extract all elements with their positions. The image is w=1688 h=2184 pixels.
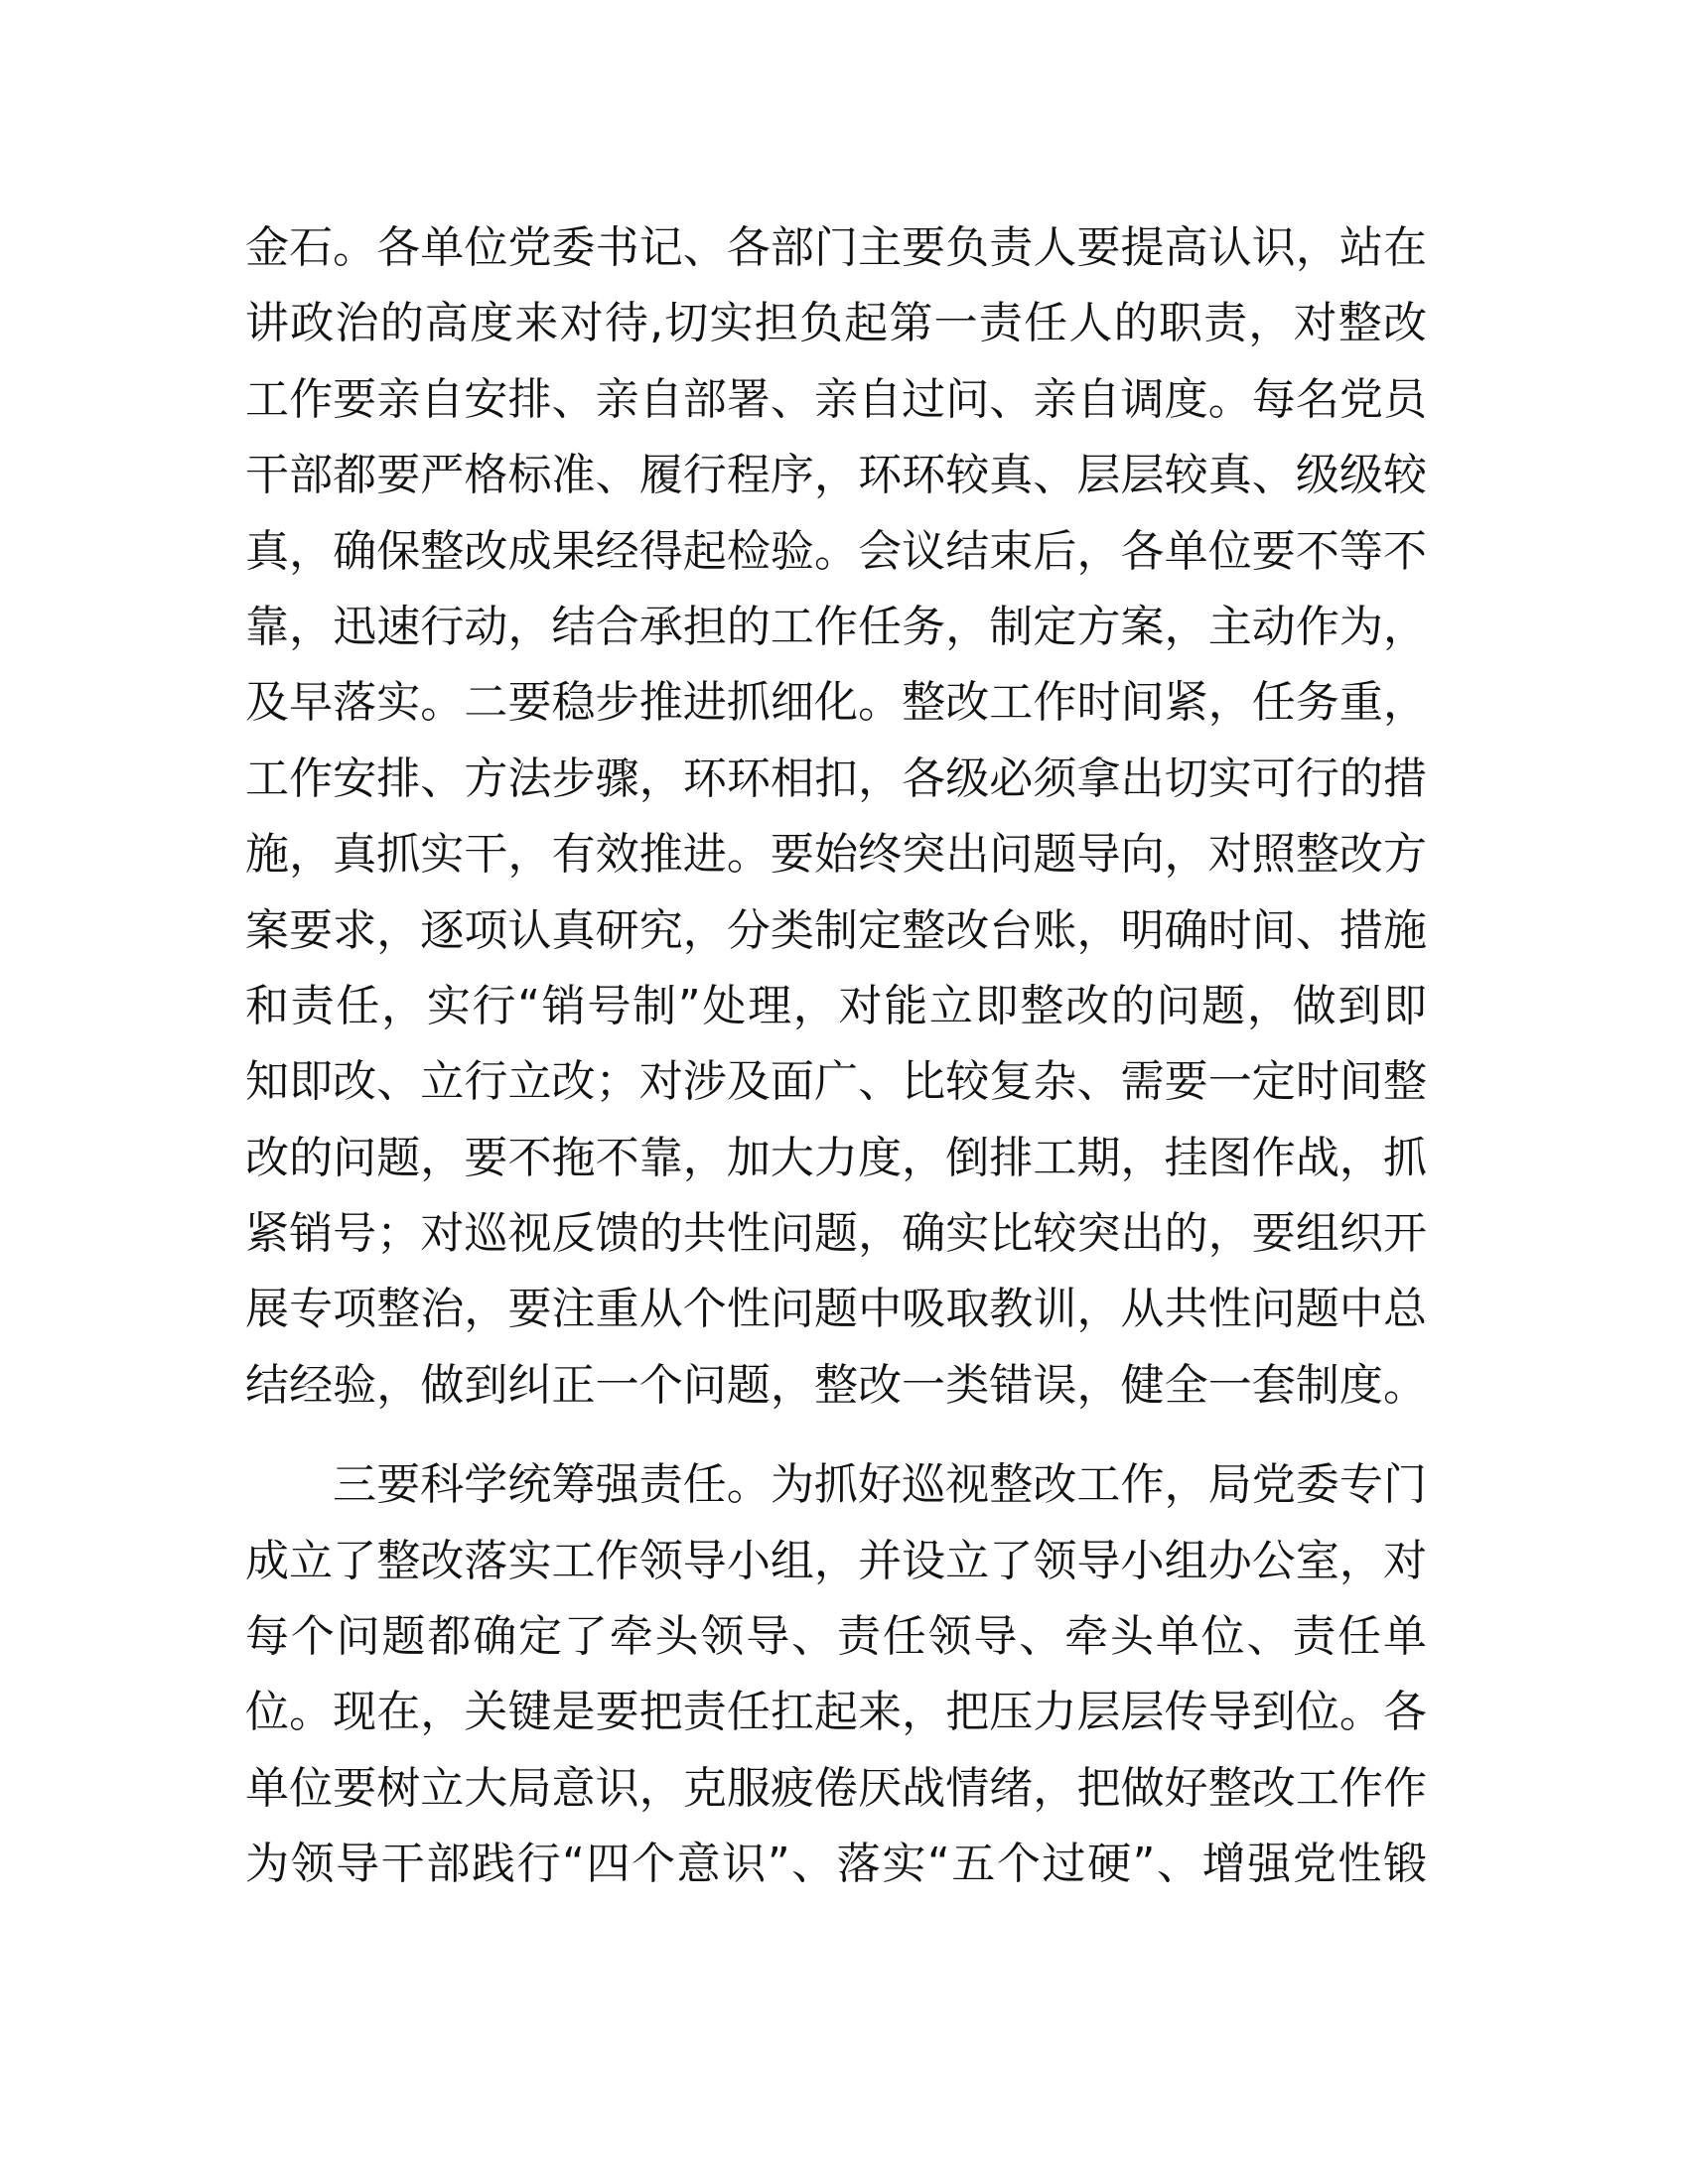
paragraph-2 (245, 1447, 1427, 1902)
text-line: 干部都要严格标准、履行程序，环环较真、层层较真、级级较 (245, 450, 1427, 501)
text-line: 讲政治的高度来对待,切实担负起第一责任人的职责，对整改 (245, 298, 1427, 349)
text-line: 及早落实。二要稳步推进抓细化。整改工作时间紧，任务重， (245, 677, 1427, 729)
text-line: 靠，迅速行动，结合承担的工作任务，制定方案，主动作为， (245, 601, 1427, 652)
document-page (245, 210, 1427, 1903)
text-line: 知即改、立行立改；对涉及面广、比较复杂、需要一定时间整 (245, 1056, 1427, 1108)
text-line: 和责任，实行“销号制”处理，对能立即整改的问题，做到即 (245, 980, 1427, 1031)
text-line: 案要求，逐项认真研究，分类制定整改台账，明确时间、措施 (245, 904, 1427, 956)
text-line: 结经验，做到纠正一个问题，整改一类错误，健全一套制度。 (245, 1359, 1427, 1411)
text-line: 改的问题，要不拖不靠，加大力度，倒排工期，挂图作战，抓 (245, 1132, 1427, 1183)
text-line: 金石。各单位党委书记、各部门主要负责人要提高认识，站在 (245, 222, 1427, 273)
text-line: 展专项整治，要注重从个性问题中吸取教训，从共性问题中总 (245, 1284, 1427, 1335)
text-line: 真，确保整改成果经得起检验。会议结束后，各单位要不等不 (245, 525, 1427, 577)
text-line: 成立了整改落实工作领导小组，并设立了领导小组办公室，对 (245, 1535, 1427, 1586)
text-line: 单位要树立大局意识，克服疲倦厌战情绪，把做好整改工作作 (245, 1762, 1427, 1814)
text-line: 工作安排、方法步骤，环环相扣，各级必须拿出切实可行的措 (245, 752, 1427, 804)
text-line: 为领导干部践行“四个意识”、落实“五个过硬”、增强党性锻 (245, 1839, 1427, 1890)
text-line: 每个问题都确定了牵头领导、责任领导、牵头单位、责任单 (245, 1611, 1427, 1663)
paragraph-gap (245, 1424, 1427, 1447)
text-line: 工作要亲自安排、亲自部署、亲自过问、亲自调度。每名党员 (245, 373, 1427, 425)
text-line: 施，真抓实干，有效推进。要始终突出问题导向，对照整改方 (245, 829, 1427, 881)
paragraph-1 (245, 210, 1427, 1424)
text-line: 三要科学统筹强责任。为抓好巡视整改工作，局党委专门 (333, 1459, 1427, 1511)
text-line: 位。现在，关键是要把责任扛起来，把压力层层传导到位。各 (245, 1687, 1427, 1738)
text-line: 紧销号；对巡视反馈的共性问题，确实比较突出的，要组织开 (245, 1208, 1427, 1260)
